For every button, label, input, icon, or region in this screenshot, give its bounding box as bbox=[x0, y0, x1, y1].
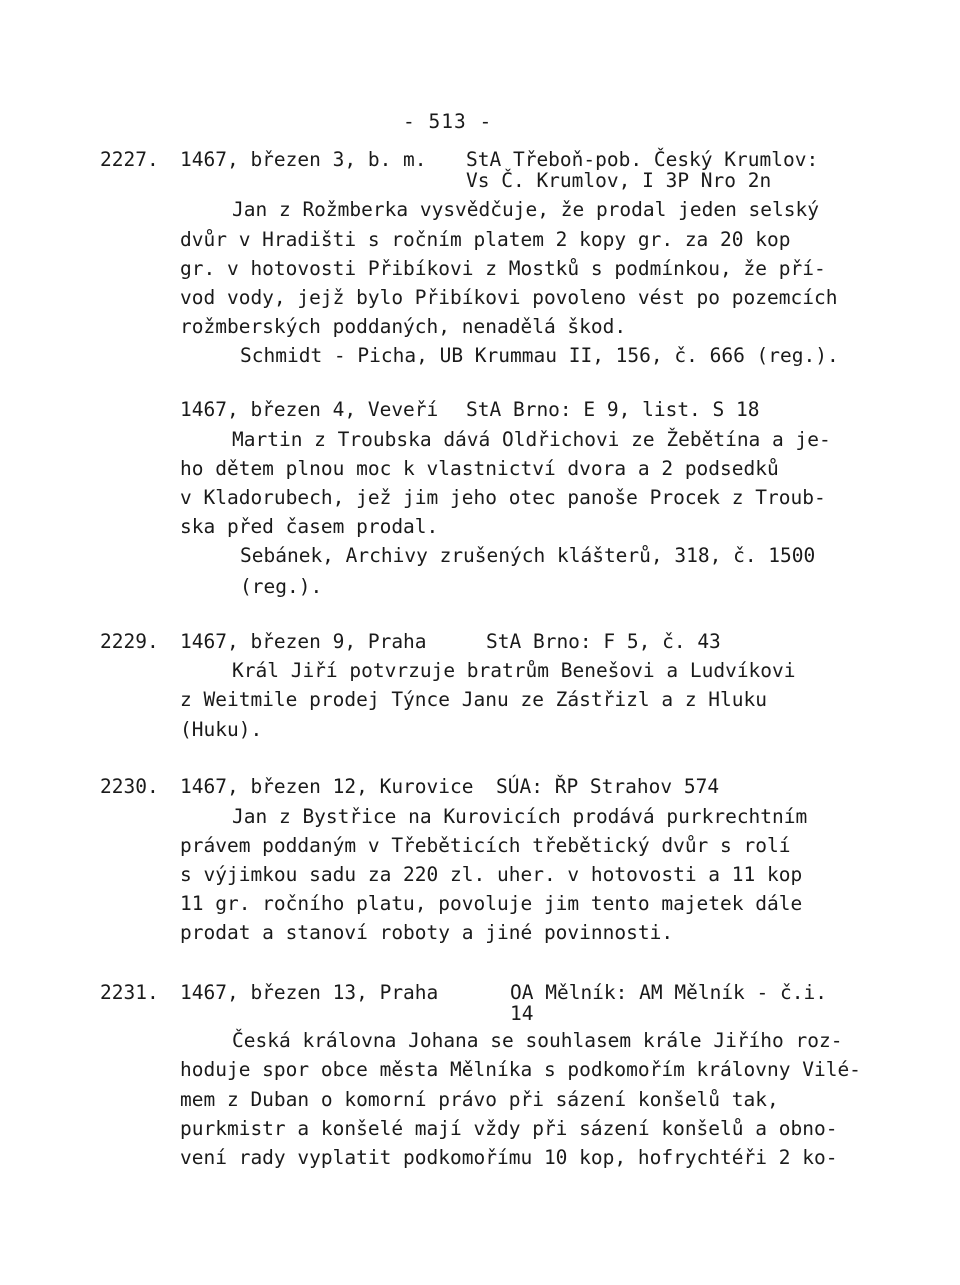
entry-text-line: z Weitmile prodej Týnce Janu ze Zástřizl a z Hluku bbox=[180, 688, 767, 711]
entry-date-place: 1467, březen 13, Praha bbox=[180, 981, 439, 1004]
entry-text-line: 11 gr. ročního platu, povoluje jim tento majetek dále bbox=[180, 892, 803, 915]
entry-date-place: 1467, březen 3, b. m. bbox=[180, 148, 427, 171]
entry-number: 2230. bbox=[100, 775, 159, 798]
entry-text-line: ska před časem prodal. bbox=[180, 515, 439, 538]
page-number: - 513 - bbox=[403, 110, 493, 133]
entry-number: 2231. bbox=[100, 981, 159, 1004]
entry-archive: StA Brno: E 9, list. S 18 bbox=[466, 398, 760, 421]
entry-text-line: (Huku). bbox=[180, 718, 263, 741]
entry-text-line: Jan z Bystřice na Kurovicích prodává purkrechtním bbox=[232, 805, 808, 828]
entry-text-line: rožmberských poddaných, nenadělá škod. bbox=[180, 315, 627, 338]
entry-text-line: s výjimkou sadu za 220 zl. uher. v hotovosti a 11 kop bbox=[180, 863, 803, 886]
entry-text-line: vod vody, jejž bylo Přibíkovi povoleno vést po pozemcích bbox=[180, 286, 838, 309]
entry-text-line: Jan z Rožmberka vysvědčuje, že prodal jeden selský bbox=[232, 198, 819, 221]
entry-text-line: Martin z Troubska dává Oldřichovi ze Žebětína a je- bbox=[232, 428, 831, 451]
entry-archive: SÚA: ŘP Strahov 574 bbox=[496, 775, 720, 798]
entry-archive: OA Mělník: AM Mělník - č.i. bbox=[510, 981, 827, 1004]
entry-text-line: ho dětem plnou moc k vlastnictví dvora a 2 podsedků bbox=[180, 457, 779, 480]
entry-citation: Sebánek, Archivy zrušených klášterů, 318, č. 1500 bbox=[240, 544, 816, 567]
entry-archive-cont: 14 bbox=[510, 1002, 534, 1025]
entry-text-line: hoduje spor obce města Mělníka s podkomořím královny Vilé- bbox=[180, 1058, 861, 1081]
entry-citation: (reg.). bbox=[240, 575, 323, 598]
entry-date-place: 1467, březen 9, Praha bbox=[180, 630, 427, 653]
entry-archive-cont: Vs Č. Krumlov, I 3P Nro 2n bbox=[466, 169, 772, 192]
entry-text-line: prodat a stanoví roboty a jiné povinnosti. bbox=[180, 921, 674, 944]
entry-archive: StA Třeboň-pob. Český Krumlov: bbox=[466, 148, 819, 171]
entry-text-line: mem z Duban o komorní právo při sázení konšelů tak, bbox=[180, 1088, 779, 1111]
entry-archive: StA Brno: F 5, č. 43 bbox=[486, 630, 721, 653]
entry-date-place: 1467, březen 12, Kurovice bbox=[180, 775, 474, 798]
entry-number: 2227. bbox=[100, 148, 159, 171]
entry-text-line: Česká královna Johana se souhlasem krále Jiřího roz- bbox=[232, 1029, 843, 1052]
entry-date-place: 1467, březen 4, Veveří bbox=[180, 398, 439, 421]
entry-text-line: právem poddaným v Třeběticích třebětický dvůr s rolí bbox=[180, 834, 791, 857]
entry-text-line: dvůr v Hradišti s ročním platem 2 kopy gr. za 20 kop bbox=[180, 228, 791, 251]
entry-number: 2229. bbox=[100, 630, 159, 653]
entry-text-line: gr. v hotovosti Přibíkovi z Mostků s podmínkou, že pří- bbox=[180, 257, 826, 280]
entry-text-line: v Kladorubech, jež jim jeho otec panoše Procek z Troub- bbox=[180, 486, 826, 509]
entry-text-line: Král Jiří potvrzuje bratrům Benešovi a Ludvíkovi bbox=[232, 659, 796, 682]
entry-text-line: purkmistr a konšelé mají vždy při sázení konšelů a obno- bbox=[180, 1117, 838, 1140]
entry-text-line: vení rady vyplatit podkomořímu 10 kop, hofrychtéři 2 ko- bbox=[180, 1146, 838, 1169]
entry-citation: Schmidt - Picha, UB Krummau II, 156, č. 666 (reg.). bbox=[240, 344, 839, 367]
